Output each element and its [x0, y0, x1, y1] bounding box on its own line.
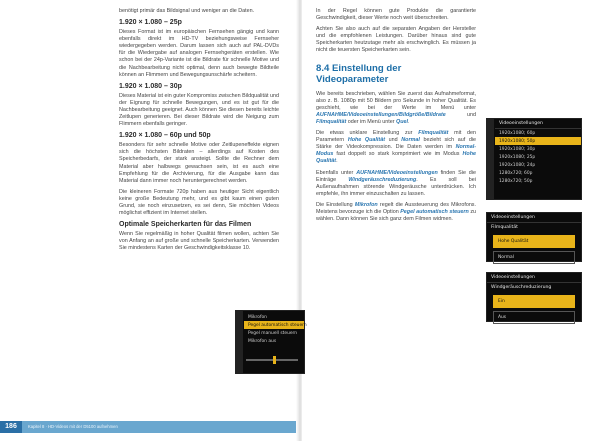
right-intro-paragraph-2: Achten Sie also auch auf die separaten Angaben der Hersteller und die empfohlenen Leistungen. Darüber hinaus sind gute Speicherkarten heutzutage mehr als erschwinglich. Es müssen ja nicht die teuersten Speicherkarten sein.	[316, 26, 476, 54]
section-heading-video-parameters: 8.4 Einstellung der Videoparameter	[316, 62, 402, 85]
right-text-column	[316, 8, 476, 227]
paragraph-720p: Die kleineren Formate 720p haben aus heutiger Sicht eigentlich keine große Bedeutung mehr, und es gibt kaum einen guten Grund, sie noch einzusetzen, es sei denn, Sie möchten Videos möglichst effizient im Internet stellen.	[119, 188, 279, 217]
paragraph-1080-60p-50p: Besonders für sehr schnelle Motive oder Zeitlupeneffekte eignen sich die höchsten Bildraten – allerdings auf Kosten des Speicherbedarfs, der stark ansteigt. Sollte die Rechner dem Material aber halbwegs gewachsen sein, ist es auch eine Empfehlung für die Archivierung, für die Ausgabe kann das Material dann immer noch heruntergerechnet werden.	[119, 142, 279, 184]
camera-screen-wind-noise	[486, 272, 582, 322]
camera-menu-sidebar	[236, 311, 243, 373]
microphone-option-3: Mikrofon aus	[248, 338, 277, 344]
film-quality-option-1: Normal	[493, 251, 575, 264]
left-page-number: 186	[0, 421, 22, 433]
left-text-column	[119, 8, 279, 256]
meter-knob	[273, 356, 276, 364]
paragraph-memory-cards: Wenn Sie regelmäßig in hoher Qualität filmen wollen, achten Sie von Anfang an auf große und schnelle Speicherkarten. Verwenden Sie mindestens Karten der Geschwindigkeitsklasse 10.	[119, 231, 279, 252]
paragraph-film-quality: Die etwas unklare Einstellung zur Filmqualität mit den Parametern Hohe Qualität und Normal bezieht sich auf die Stärke der Videokompression. Die Daten werden im Normal-Modus fast doppelt so stark komprimiert wie im Modus Hohe Qualität.	[316, 130, 477, 165]
paragraph-microphone: Die Einstellung Mikrofon regelt die Aussteuerung des Mikrofons. Meistens bevorzuge ich die Option Pegel automatisch steuern zu wählen. Dann können Sie sich ganz dem Filmen widmen.	[316, 201, 477, 223]
heading-1080-30p: 1.920 × 1.080 – 30p	[119, 82, 182, 90]
image-size-option-3: 1920x1080; 25p	[499, 154, 536, 160]
microphone-option-2: Pegel manuell steuern	[248, 330, 298, 336]
paragraph-1080-30p: Dieses Material ist ein guter Kompromiss zwischen Bildqualität und der Eignung für schnelle Bewegungen, und es ist gut für die Nachbearbeitung geeignet. Auch können Sie diesen bereits leichte Zeitlupen generieren. Bei dieser Bildrate wird die Neigung zum Flimmern ebenfalls geringer.	[119, 92, 279, 128]
paragraph-wind-noise: Ebenfalls unter AUFNAHME/Videoeinstellungen finden Sie die Einträge Windgeräuschreduzierung. Es soll bei Außenaufnahmen störende Windgeräusche unterdrücken. Ich empfehle, ihn immer einzuschalten zu lassen.	[316, 169, 476, 197]
camera-menu-sidebar	[487, 119, 494, 199]
image-size-option-0: 1920x1080; 60p	[499, 130, 536, 136]
image-size-option-4: 1920x1080; 24p	[499, 162, 536, 168]
camera-screen-title: Videoeinstellungen	[495, 119, 581, 129]
camera-screen-microphone	[235, 310, 305, 374]
camera-screen-subtitle: Windgeräuschreduzierung	[491, 285, 552, 290]
right-intro-paragraph: In der Regel können gute Produkte die garantierte Geschwindigkeit, dieser Werte noch weit überschreiten.	[316, 8, 476, 22]
left-running-head: Kapitel 8 · HD-Videos mit der D5100 aufnehmen	[28, 424, 118, 429]
heading-memory-cards: Optimale Speicherkarten für das Filmen	[119, 221, 252, 229]
microphone-option-1: Pegel automatisch steuern	[244, 321, 304, 329]
left-intro-paragraph: benötigt primär das Bildsignal und weniger an die Daten.	[119, 8, 255, 14]
heading-1080-60p-50p: 1.920 × 1.080 – 60p und 50p	[119, 132, 211, 140]
microphone-option-0: Mikrofon	[248, 314, 267, 320]
paragraph-1080-25p: Dieses Format ist im europäischen Fernsehen gängig und kann ebenfalls direkt im HD-TV beziehungsweise Fernseher wiedergegeben werden. Darum lassen sich auch auf PAL-DVDs für die Wiedergabe auf analogen Fernsehgeräten erstellen. Wie schon bei der 24p-Variante ist die Bildrate für schnelle Motive und die Nachbearbeitung nicht optimal, denn auch bewegte Bildteile können an Flimmern und Bewegungsunschärfe scheitern.	[119, 29, 279, 78]
image-size-option-5: 1280x720; 60p	[499, 170, 533, 176]
film-quality-option-0: Hohe Qualität	[493, 235, 575, 248]
image-size-option-6: 1280x720; 50p	[499, 178, 533, 184]
paragraph-recording-format: Wie bereits beschrieben, wählen Sie zuerst das Aufnahmeformat, also z. B. 1080p mit 50 Bildern pro Sekunde in hoher Qualität. Es geschieht, wie bei der Werte im Menü unter AUFNAHME/Videoeinstellungen/Bildgröße/Bildrate und Filmqualität oder im Menü unter Quel.	[316, 90, 476, 125]
heading-1080-25p: 1.920 × 1.080 – 25p	[119, 19, 182, 27]
camera-screen-film-quality	[486, 212, 582, 262]
microphone-level-meter	[246, 355, 298, 365]
image-size-option-1: 1920x1080; 50p	[495, 137, 581, 145]
wind-noise-option-1: Aus	[493, 311, 575, 324]
right-page	[302, 0, 600, 441]
camera-screen-subtitle: Filmqualität	[491, 225, 518, 230]
wind-noise-option-0: Ein	[493, 295, 575, 308]
left-page	[0, 0, 298, 441]
left-footer-bar	[0, 421, 298, 433]
camera-screen-image-size	[486, 118, 582, 200]
camera-screen-title: Videoeinstellungen	[487, 213, 581, 223]
image-size-option-2: 1920x1080; 30p	[499, 146, 536, 152]
camera-screen-title: Videoeinstellungen	[487, 273, 581, 283]
